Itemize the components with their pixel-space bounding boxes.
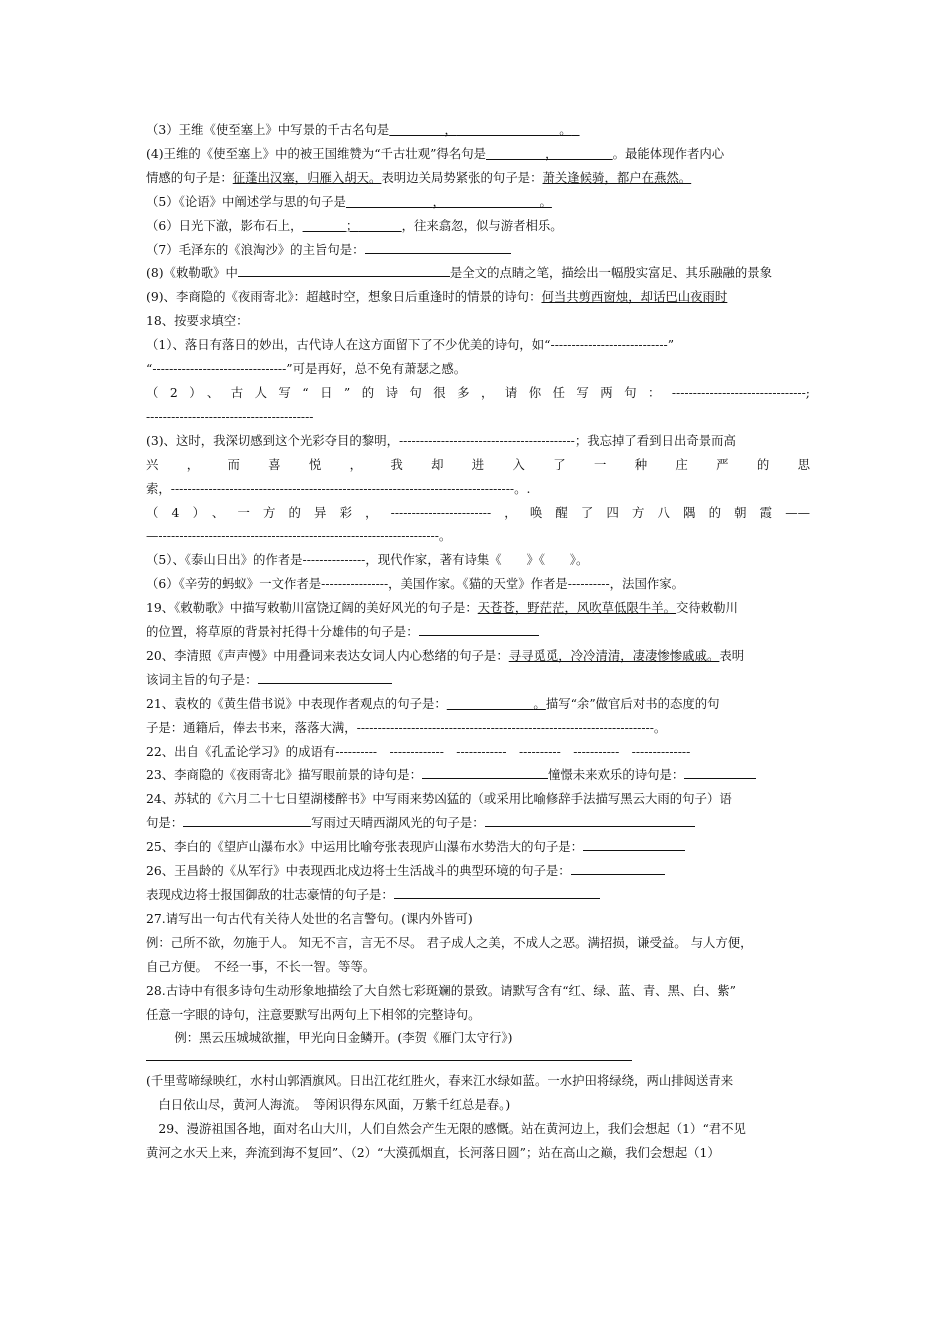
q21-b: 子是：通籍后，俸去书来，落落大满，-----------------------------------------------------------------------。 — [146, 719, 667, 735]
q21-a: 21、袁枚的《黄生借书说》中表现作者观点的句子是： 。描写“余”做官后对书的态度的句 — [146, 695, 720, 711]
line-emotion: 情感的句子是：征蓬出汉塞，归雁入胡天。表明边关局势紧张的句子是：萧关逢候骑，都户在燕然。 — [146, 169, 692, 185]
q19-b: 的位置，将草原的背景衬托得十分雄伟的句子是： — [146, 620, 810, 644]
q24-b: 句是： 写雨过天晴西湖风光的句子是： — [146, 811, 810, 835]
q20-a: 20、李清照《声声慢》中用叠词来表达女词人内心愁绪的句子是：寻寻觅觅，冷冷清清，凄凄惨惨戚戚。表明 — [146, 647, 745, 663]
q19-a: 19、《敕勒歌》中描写敕勒川富饶辽阔的美好风光的句子是：天苍苍，野茫茫，风吹草低限牛羊。交待敕勒川 — [146, 600, 738, 616]
q18-5: （5）、《泰山日出》的作者是---------------，现代作家，著有诗集《 》《 》。 — [146, 552, 589, 568]
q28-b: 任意一字眼的诗句，注意要默写出两句上下相邻的完整诗句。 — [146, 1006, 481, 1022]
q18-heading: 18、按要求填空： — [146, 313, 249, 329]
line-8: (8)《敕勒歌》中 是全文的点睛之笔，描绘出一幅殷实富足、其乐融融的景象 — [146, 265, 773, 281]
q23: 23、李商隐的《夜雨寄北》描写眼前景的诗句是： 憧憬未来欢乐的诗句是： — [146, 763, 810, 787]
line-7: （7）毛泽东的《浪淘沙》的主旨句是： — [146, 238, 810, 262]
worksheet-page — [146, 118, 810, 1165]
q20-b: 该词主旨的句子是： — [146, 668, 810, 692]
line-3: （3）王维《使至塞上》中写景的千古名句是 ， 。 — [146, 122, 572, 137]
q24-a: 24、苏轼的《六月二十七日望湖楼醉书》中写雨来势凶猛的（或采用比喻修辞手法描写黑云大雨的句子）语 — [146, 791, 732, 807]
answer-line — [146, 1060, 632, 1061]
q25: 25、李白的《望庐山瀑布水》中运用比喻夸张表现庐山瀑布水势浩大的句子是： — [146, 835, 810, 859]
q18-3b: 兴，而喜悦，我却进入了一种庄严的思 — [146, 456, 810, 472]
line-6: （6）日光下澈，影布石上， ； ，往来翕忽，似与游者相乐。 — [146, 217, 563, 233]
line-9: (9)、李商隐的《夜雨寄北》：超越时空，想象日后重逢时的情景的诗句：何当共剪西窗烛，却话巴山夜雨时 — [146, 289, 728, 305]
q18-2a: （2）、古人写“日”的诗句很多，请你任写两句：--------------------------------; — [146, 384, 810, 400]
line-5: （5）《论语》中阐述学与思的句子是 ， 。 — [146, 193, 552, 209]
q18-4b: —-------------------------------------------------------------------。 — [146, 528, 452, 544]
q28-a: 28.古诗中有很多诗句生动形象地描绘了大自然七彩斑斓的景致。请默写含有“红、绿、蓝、青、黑、白、紫” — [146, 982, 736, 998]
q18-4a: （4）、一方的异彩，------------------------，唤醒了四方八隅的朝霞—— — [146, 504, 810, 520]
q18-1b: “--------------------------------”可是再好，总不免有萧瑟之感。 — [146, 361, 467, 377]
q18-6: （6）《辛劳的蚂蚁》一文作者是----------------，美国作家。《猫的天堂》作者是----------，法国作家。 — [146, 576, 685, 592]
q18-2b: ---------------------------------------- — [146, 408, 314, 424]
q18-3c: 索，----------------------------------------------------------------------------------。. — [146, 480, 531, 496]
q27-example-b: 自己方便。 不经一事，不长一智。等等。 — [146, 958, 376, 974]
q26-a: 26、王昌龄的《从军行》中表现西北戍边将士生活战斗的典型环境的句子是： — [146, 859, 810, 883]
q22: 22、出自《孔孟论学习》的成语有---------- ------------- ------------ ---------- ----------- -------------- — [146, 743, 691, 759]
q28-example: 例：黑云压城城欲摧，甲光向日金鳞开。(李贺《雁门太守行》) — [162, 1030, 513, 1046]
q27: 27.请写出一句古代有关待人处世的名言警句。(课内外皆可) — [146, 910, 473, 926]
q18-1a: （1）、落日有落日的妙出，古代诗人在这方面留下了不少优美的诗句，如“----------------------------” — [146, 337, 675, 353]
line-4: (4)王维的《使至塞上》中的被王国维赞为“千古壮观”得名句是 ， 。最能体现作者内心 — [146, 145, 725, 161]
q29-a: 29、漫游祖国各地，面对名山大川，人们自然会产生无限的感慨。站在黄河边上，我们会想起（1）“君不见 — [146, 1121, 746, 1137]
q18-3a: (3)、这时，我深切感到这个光彩夺目的黎明，------------------------------------------；我忘掉了看到日出奇景而高 — [146, 432, 736, 448]
q27-example-a: 例：己所不欲，勿施于人。 知无不言，言无不尽。 君子成人之美，不成人之恶。满招损，谦受益。 与人方便， — [146, 934, 753, 950]
q28-answer-b: 白日依山尽，黄河人海流。 等闲识得东风面，万紫千红总是春。) — [146, 1097, 511, 1113]
q28-answer-a: (千里莺啼绿映红，水村山郭酒旗风。日出江花红胜火，春来江水绿如蓝。一水护田将绿绕，两山排闼送青来 — [146, 1073, 734, 1089]
q29-b: 黄河之水天上来，奔流到海不复回”、（2）“大漠孤烟直，长河落日圆”；站在高山之巅，我们会想起（1） — [146, 1145, 720, 1161]
q26-b: 表现戍边将士报国御敌的壮志豪情的句子是： — [146, 883, 810, 907]
